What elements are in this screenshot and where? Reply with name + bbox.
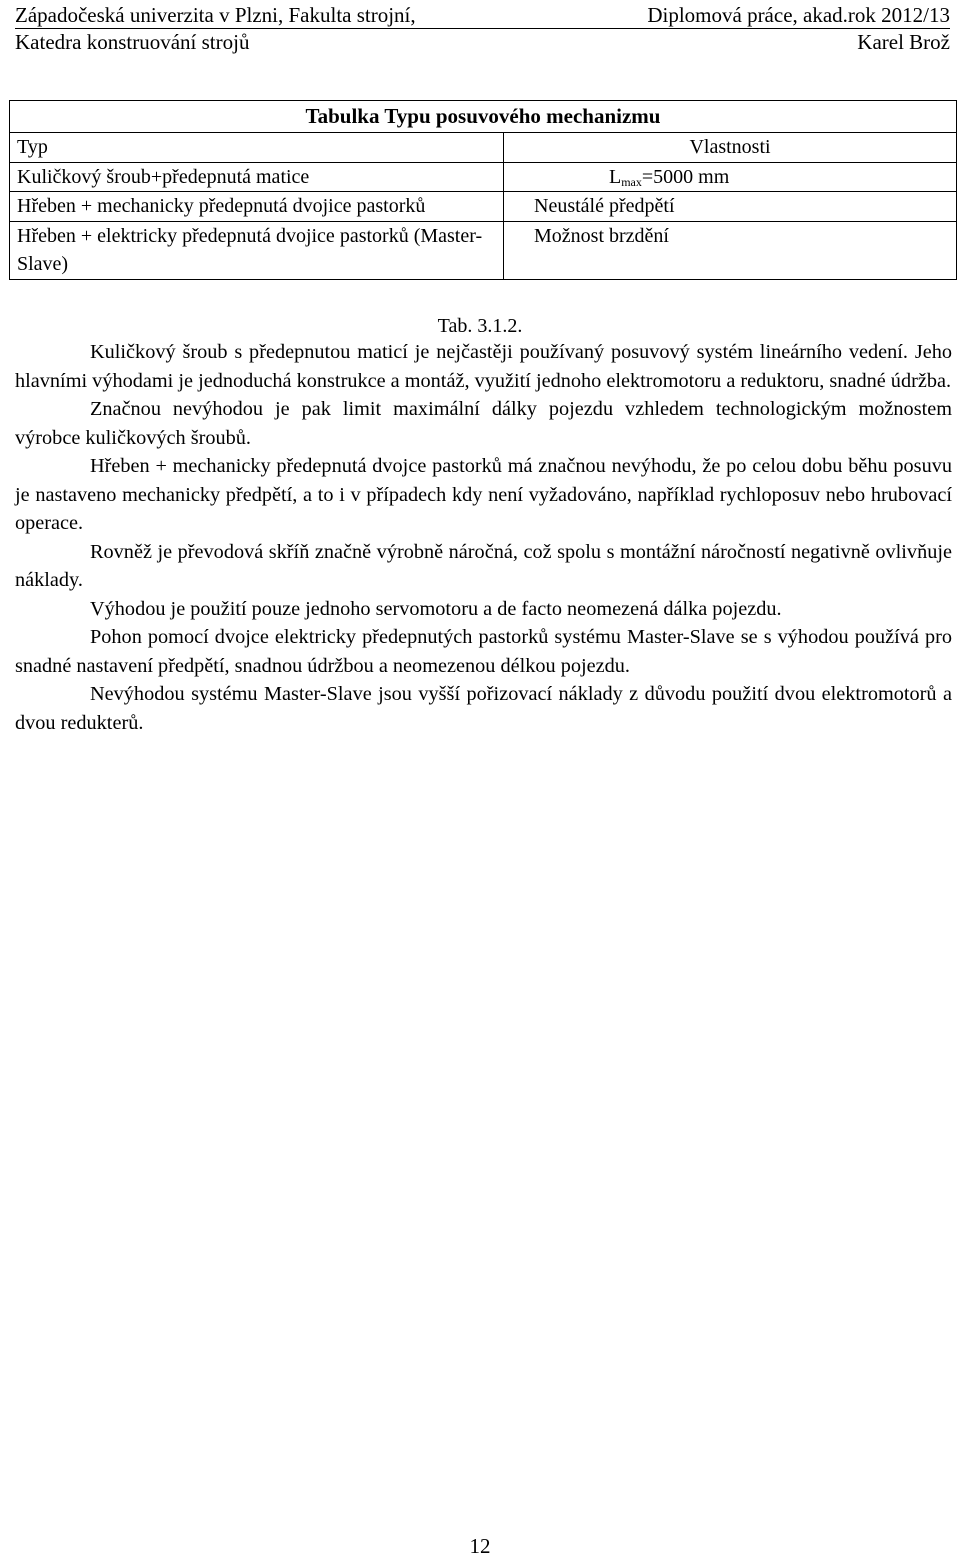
mechanism-table-wrapper (9, 100, 957, 280)
paragraph: Pohon pomocí dvojce elektricky předepnutých pastorků systému Master-Slave se s výhodou používá pro snadné nastavení předpětí, snadnou údržbou a neomezenou délkou pojezdu. (15, 626, 952, 677)
table-reference: Tab. 3.1.2. (437, 315, 523, 337)
table-header-row (10, 133, 957, 163)
table-cell-type: Kuličkový šroub+předepnutá matice (10, 162, 504, 192)
table-header-type: Typ (10, 133, 504, 163)
table-row (10, 192, 957, 222)
table-cell-property: Neustálé předpětí (504, 192, 957, 222)
header-row-2 (15, 29, 950, 55)
table-caption: Tabulka Typu posuvového mechanizmu (10, 101, 957, 133)
lmax-value: =5000 mm (641, 165, 730, 188)
table-row (10, 162, 957, 192)
table-row (10, 221, 957, 279)
table-header-properties: Vlastnosti (504, 133, 957, 163)
header-university: Západočeská univerzita v Plzni, Fakulta strojní, (15, 3, 416, 27)
paragraph: Hřeben + mechanicky předepnutá dvojce pastorků má značnou nevýhodu, že po celou dobu běhu posuvu je nastaveno mechanicky předpětí, a to i v případech kdy není vyžadováno, například rychloposuv nebo hrubovací operace. (15, 455, 952, 534)
body-text (15, 338, 952, 737)
table-cell-property (504, 162, 957, 192)
paragraph: Rovněž je převodová skříň značně výrobně náročná, což spolu s montážní náročností negativně ovlivňuje náklady. (15, 540, 952, 591)
header-row-1 (15, 0, 950, 29)
table-cell-type: Hřeben + mechanicky předepnutá dvojice pastorků (10, 192, 504, 222)
header-thesis-info: Diplomová práce, akad.rok 2012/13 (647, 3, 950, 27)
lmax-symbol: L (609, 165, 622, 188)
paragraph: Nevýhodou systému Master-Slave jsou vyšší pořizovací náklady z důvodu použití dvou elektromotorů a dvou redukterů. (15, 683, 952, 734)
lmax-subscript: max (621, 174, 642, 189)
header-author: Karel Brož (857, 30, 950, 54)
table-caption-row (10, 101, 957, 133)
paragraph: Kuličkový šroub s předepnutou maticí je nejčastěji používaný posuvový systém lineárního vedení. Jeho hlavními výhodami je jednoduchá konstrukce a montáž, využití jednoho elektromotoru a reduktoru, snadné údržba. (15, 341, 952, 392)
header-department: Katedra konstruování strojů (15, 30, 250, 54)
page-number: 12 (469, 1534, 491, 1558)
paragraph: Výhodou je použití pouze jednoho servomotoru a de facto neomezená dálka pojezdu. (90, 597, 782, 620)
table-cell-property: Možnost brzdění (504, 221, 957, 279)
mechanism-table (9, 100, 957, 280)
table-cell-type: Hřeben + elektricky předepnutá dvojice pastorků (Master- Slave) (10, 221, 504, 279)
paragraph: Značnou nevýhodou je pak limit maximální dálky pojezdu vzhledem technologickým možnostem výrobce kuličkových šroubů. (15, 398, 952, 449)
page-header (15, 0, 950, 55)
